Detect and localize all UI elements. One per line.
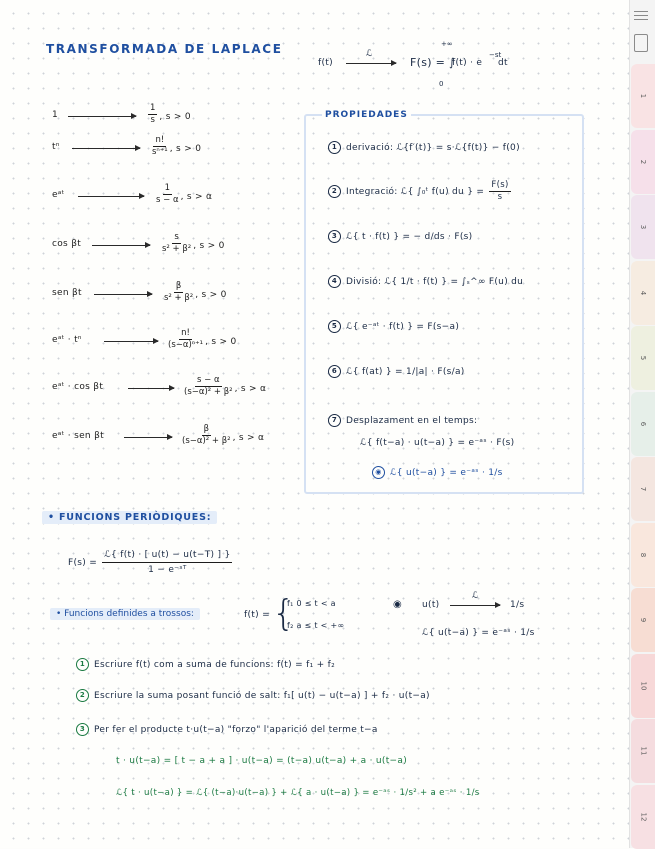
property-text: Desplazament en el temps: <box>346 416 478 426</box>
table-transform <box>166 328 237 351</box>
definition-exponent: −st <box>489 51 502 59</box>
table-cond: , s > α <box>232 433 265 443</box>
table-transform <box>160 232 225 255</box>
table-arrow <box>128 388 174 389</box>
table-num: s − α <box>197 375 220 385</box>
tab-label: 8 <box>639 552 647 557</box>
table-den: s − α <box>156 195 179 205</box>
tab-12[interactable] <box>631 785 655 849</box>
definition-arrow-label: ℒ <box>366 49 373 59</box>
u-line: u(t) <box>422 600 440 610</box>
tab-label: 12 <box>638 812 647 821</box>
definition-integrand: f(t) · e <box>452 58 483 68</box>
property-item <box>328 414 477 427</box>
property-text: Integració: ℒ{ ∫₀ᵗ f(u) du } = <box>346 187 485 197</box>
expansion-formula: t · u(t−a) = [ t − a + a ] · u(t−a) = (t−a) u(t−a) + a · u(t−a) <box>116 756 408 766</box>
table-f: cos βt <box>52 239 82 249</box>
table-transform <box>182 375 266 398</box>
tab-label: 7 <box>639 486 647 492</box>
u-result: 1/s <box>510 600 525 610</box>
property-number: 1 <box>328 141 341 154</box>
tab-9[interactable] <box>631 588 655 652</box>
table-arrow <box>72 148 140 149</box>
table-f: eᵃᵗ <box>52 190 65 200</box>
tab-label: 11 <box>638 746 647 756</box>
tab-label: 9 <box>639 617 647 623</box>
tab-11[interactable] <box>631 719 655 783</box>
property-number: 2 <box>328 185 341 198</box>
tab-7[interactable] <box>631 457 655 521</box>
tab-label: 6 <box>639 421 647 426</box>
piecewise-heading: • Funcions definides a trossos: <box>50 608 200 620</box>
piecewise-case1: f₁ 0 ≤ t < a <box>287 599 336 608</box>
shift-note-text: ℒ{ u(t−a) } = e⁻ᵃˢ · 1/s <box>390 468 503 478</box>
table-arrow <box>124 437 172 438</box>
properties-box <box>304 114 584 494</box>
property-text: ℒ{ t · f(t) } = − d/ds · F(s) <box>346 232 473 242</box>
page-title: TRANSFORMADA DE LAPLACE <box>46 42 283 56</box>
u-shift: ℒ{ u(t−a) } = e⁻ᵃˢ · 1/s <box>422 628 535 638</box>
definition-lower-limit: 0 <box>439 80 444 88</box>
periodic-heading: • FUNCIONS PERIÒDIQUES: <box>42 511 217 524</box>
table-transform <box>162 281 227 304</box>
property-number: 5 <box>328 320 341 333</box>
property-item <box>328 320 459 333</box>
table-num: 1 <box>150 103 156 113</box>
piecewise-lhs: f(t) = <box>244 610 270 620</box>
periodic-den: 1 − e⁻ˢᵀ <box>148 565 187 575</box>
tab-1[interactable] <box>631 64 655 128</box>
table-f: sen βt <box>52 288 82 298</box>
table-transform <box>154 183 212 206</box>
table-cond: , s > 0 <box>169 144 202 154</box>
property-number: 4 <box>328 275 341 288</box>
result-formula: ℒ{ t · u(t−a) } = ℒ{ (t−a)·u(t−a) } + ℒ{ a · u(t−a) } = e⁻ᵃˢ · 1/s² + a e⁻ᵃˢ · 1/s <box>116 788 480 798</box>
tab-5[interactable] <box>631 326 655 390</box>
piecewise-case2: f₂ a ≤ t < +∞ <box>287 621 345 630</box>
table-cond: , s > 0 <box>193 241 225 251</box>
property-number: 3 <box>328 230 341 243</box>
table-cond: , s > 0 <box>195 290 227 300</box>
tab-10[interactable] <box>631 654 655 718</box>
step-text: Escriure la suma posant funció de salt: f₁[ u(t) − u(t−a) ] + f₂ · u(t−a) <box>94 691 430 701</box>
menu-icon[interactable] <box>632 8 650 22</box>
definition-lhs: f(t) <box>318 58 333 68</box>
table-num: s <box>174 232 179 242</box>
step-text: Per fer el producte t·u(t−a) "forzo" l'aparició del terme t−a <box>94 725 378 735</box>
table-den: sⁿ⁺¹ <box>152 147 168 157</box>
property-item <box>328 230 472 243</box>
property-item <box>328 180 513 203</box>
periodic-num: ℒ{ f(t) · [ u(t) − u(t−T) ] } <box>102 548 232 563</box>
table-num: n! <box>155 135 165 145</box>
definition-arrow <box>346 63 396 64</box>
table-cond: , s > 0 <box>159 112 191 122</box>
step-item: 2 Escriure la suma posant funció de salt: f₁[ u(t) − u(t−a) ] + f₂ · u(t−a) <box>76 689 430 702</box>
table-den: (s−α)ⁿ⁺¹ <box>168 340 204 350</box>
definition-upper-limit: +∞ <box>441 40 453 48</box>
table-num: β <box>203 424 209 434</box>
property-item <box>328 365 465 378</box>
periodic-heading-text: FUNCIONS PERIÒDIQUES: <box>58 512 212 523</box>
table-f: eᵃᵗ · cos βt <box>52 382 104 392</box>
table-cond: , s > 0 <box>205 337 237 347</box>
tab-label: 10 <box>638 681 647 690</box>
property-text: ℒ{ f(at) } = 1/|a| · F(s/a) <box>346 367 465 377</box>
table-den: s <box>150 115 155 125</box>
shift-note: ◉ ℒ{ u(t−a) } = e⁻ᵃˢ · 1/s <box>372 466 503 479</box>
tab-6[interactable] <box>631 392 655 456</box>
table-cond: , s > α <box>234 384 267 394</box>
table-arrow <box>104 341 158 342</box>
table-f: 1 <box>52 110 59 120</box>
tab-label: 2 <box>639 159 647 164</box>
piecewise-heading-text: Funcions definides a trossos: <box>64 609 194 619</box>
table-cond: , s > α <box>180 192 213 202</box>
piecewise-brace: { <box>272 593 295 634</box>
shift-formula: ℒ{ f(t−a) · u(t−a) } = e⁻ᵃˢ · F(s) <box>360 438 515 448</box>
periodic-lhs: F(s) = <box>68 558 98 568</box>
table-den: (s−α)² + β² <box>184 387 233 397</box>
table-arrow <box>94 294 152 295</box>
table-arrow <box>92 245 150 246</box>
tab-8[interactable] <box>631 523 655 587</box>
property-item <box>328 275 523 288</box>
property-item <box>328 141 520 154</box>
table-num: β <box>175 281 182 291</box>
table-f: eᵃᵗ · sen βt <box>52 431 104 441</box>
periodic-formula <box>68 548 234 577</box>
definition-rhs: F(s) = ∫ <box>410 56 455 69</box>
table-transform <box>150 135 201 158</box>
table-den: s² + β² <box>164 293 194 303</box>
tab-label: 4 <box>639 290 647 295</box>
table-arrow <box>78 196 144 197</box>
tab-2[interactable] <box>631 130 655 194</box>
table-den: s² + β² <box>162 244 192 254</box>
tab-label: 3 <box>639 224 647 230</box>
definition-dt: dt <box>498 58 508 68</box>
step-item: 1 Escriure f(t) com a suma de funcions: f(t) = f₁ + f₂ <box>76 658 335 671</box>
table-f: eᵃᵗ · tⁿ <box>52 335 82 345</box>
properties-heading: PROPIEDADES <box>322 110 411 120</box>
table-num: n! <box>181 328 190 338</box>
table-transform <box>180 424 264 447</box>
table-num: 1 <box>164 183 170 193</box>
tab-label: 1 <box>639 93 647 99</box>
step-item: 3 Per fer el producte t·u(t−a) "forzo" l'aparició del terme t−a <box>76 723 378 736</box>
u-arrow-label: ℒ <box>472 591 479 601</box>
tab-3[interactable] <box>631 195 655 259</box>
u-arrow <box>450 605 500 606</box>
property-den: s <box>497 192 503 202</box>
table-transform <box>146 103 191 126</box>
step-text: Escriure f(t) com a suma de funcions: f(t) = f₁ + f₂ <box>94 660 336 670</box>
page-icon[interactable] <box>634 34 648 52</box>
bullet-icon: ◉ <box>393 599 402 610</box>
table-arrow <box>68 116 136 117</box>
table-f: tⁿ <box>52 142 60 152</box>
property-text: derivació: ℒ{f′(t)} = s·ℒ{f(t)} − f(0) <box>346 143 520 153</box>
property-number: 6 <box>328 365 341 378</box>
tab-label: 5 <box>639 355 647 361</box>
table-den: (s−α)² + β² <box>182 436 231 446</box>
property-text: ℒ{ e⁻ᵃᵗ · f(t) } = F(s−a) <box>346 322 460 332</box>
property-number: 7 <box>328 414 341 427</box>
tab-4[interactable] <box>631 261 655 325</box>
property-text: Divisió: ℒ{ 1/t · f(t) } = ∫ₛ^∞ F(u) du <box>346 277 524 287</box>
property-num: F(s) <box>491 180 509 190</box>
